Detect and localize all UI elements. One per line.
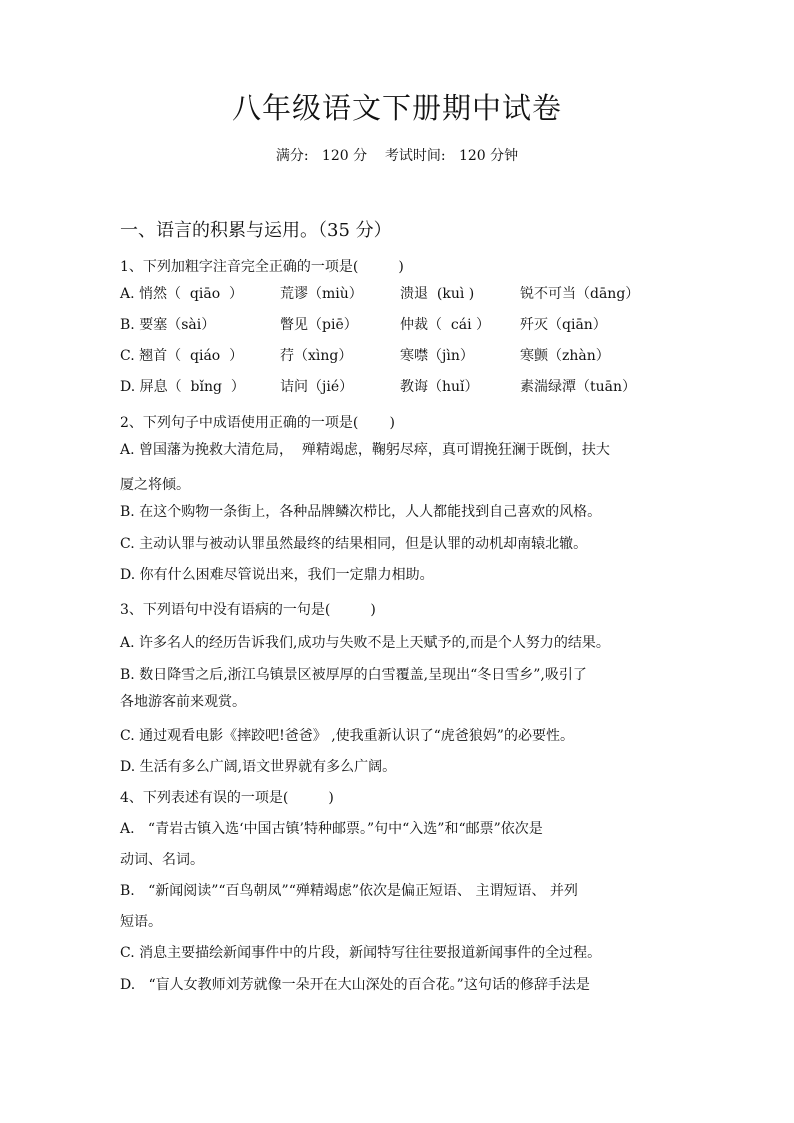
q4-option-b-cont: 短语。 bbox=[120, 914, 162, 930]
q1-b-item3: 仲裁（ cái ） bbox=[400, 317, 491, 333]
q4-option-c: C. 消息主要描绘新闻事件中的片段，新闻特写往往要报道新闻事件的全过程。 bbox=[120, 945, 602, 961]
q1-d-item4: 素湍绿潭（tuān） bbox=[520, 379, 637, 395]
q3-option-c: C. 通过观看电影《摔跤吧!爸爸》 ,使我重新认识了“虎爸狼妈”的必要性。 bbox=[120, 728, 574, 744]
q1-b-item2: 瞥见（piē） bbox=[280, 317, 358, 333]
q4-option-a-cont: 动词、名词。 bbox=[120, 852, 204, 868]
q1-option-c bbox=[120, 347, 680, 365]
q4-stem: 4、下列表述有误的一项是( ) bbox=[120, 790, 334, 806]
q3-option-d: D. 生活有多么广阔,语文世界就有多么广阔。 bbox=[120, 759, 397, 775]
q3-stem: 3、下列语句中没有语病的一句是( ) bbox=[120, 602, 376, 618]
q1-d-item3: 教诲（huǐ） bbox=[400, 379, 479, 395]
q1-option-a bbox=[120, 285, 680, 303]
q1-stem: 1、下列加粗字注音完全正确的一项是( ) bbox=[120, 259, 404, 275]
q3-option-b-cont: 各地游客前来观赏。 bbox=[120, 694, 246, 710]
q1-option-b bbox=[120, 316, 680, 334]
section-heading: 一、语言的积累与运用。（35 分） bbox=[120, 220, 392, 241]
q1-b-item1: B. 要塞（sài） bbox=[120, 317, 216, 333]
q1-option-d bbox=[120, 378, 680, 396]
q2-option-a: A. 曾国藩为挽救大清危局， 殚精竭虑，鞠躬尽瘁，真可谓挽狂澜于既倒，扶大 bbox=[120, 442, 610, 458]
q1-a-item3: 溃退 (kuì ) bbox=[400, 286, 475, 302]
q1-d-item1: D. 屏息（ bǐng ） bbox=[120, 379, 245, 395]
q4-option-d: D. “盲人女教师刘芳就像一朵开在大山深处的百合花。”这句话的修辞手法是 bbox=[120, 977, 590, 993]
q2-option-d: D. 你有什么困难尽管说出来，我们一定鼎力相助。 bbox=[120, 567, 434, 583]
exam-meta: 满分: 120 分 考试时间: 120 分钟 bbox=[275, 148, 519, 164]
q2-stem: 2、下列句子中成语使用正确的一项是( ) bbox=[120, 415, 395, 431]
q4-option-a: A. “青岩古镇入选‘中国古镇’特种邮票。”句中“入选”和“邮票”依次是 bbox=[120, 821, 543, 837]
q1-c-item2: 荇（xìng） bbox=[280, 348, 353, 364]
q3-option-b: B. 数日降雪之后,浙江乌镇景区被厚厚的白雪覆盖,呈现出“冬日雪乡”,吸引了 bbox=[120, 667, 587, 683]
q1-a-item2: 荒谬（miù） bbox=[280, 286, 363, 302]
q1-c-item4: 寒颤（zhàn） bbox=[520, 348, 610, 364]
q4-option-b: B. “新闻阅读”“百鸟朝凤”“殚精竭虑”依次是偏正短语、 主谓短语、 并列 bbox=[120, 883, 578, 899]
exam-title: 八年级语文下册期中试卷 bbox=[231, 91, 562, 125]
q1-d-item2: 诘问（jié） bbox=[280, 379, 354, 395]
q2-option-b: B. 在这个购物一条街上，各种品牌鳞次栉比，人人都能找到自己喜欢的风格。 bbox=[120, 504, 602, 520]
q1-c-item1: C. 翘首（ qiáo ） bbox=[120, 348, 244, 364]
q1-a-item1: A. 悄然（ qiāo ） bbox=[120, 286, 244, 302]
q1-b-item4: 歼灭（qiān） bbox=[520, 317, 607, 333]
q2-option-c: C. 主动认罪与被动认罪虽然最终的结果相同，但是认罪的动机却南辕北辙。 bbox=[120, 536, 588, 552]
q1-c-item3: 寒噤（jìn） bbox=[400, 348, 474, 364]
q2-option-a-cont: 厦之将倾。 bbox=[120, 477, 190, 493]
q3-option-a: A. 许多名人的经历告诉我们,成功与失败不是上天赋予的,而是个人努力的结果。 bbox=[120, 635, 610, 651]
q1-a-item4: 锐不可当（dāng） bbox=[520, 286, 640, 302]
